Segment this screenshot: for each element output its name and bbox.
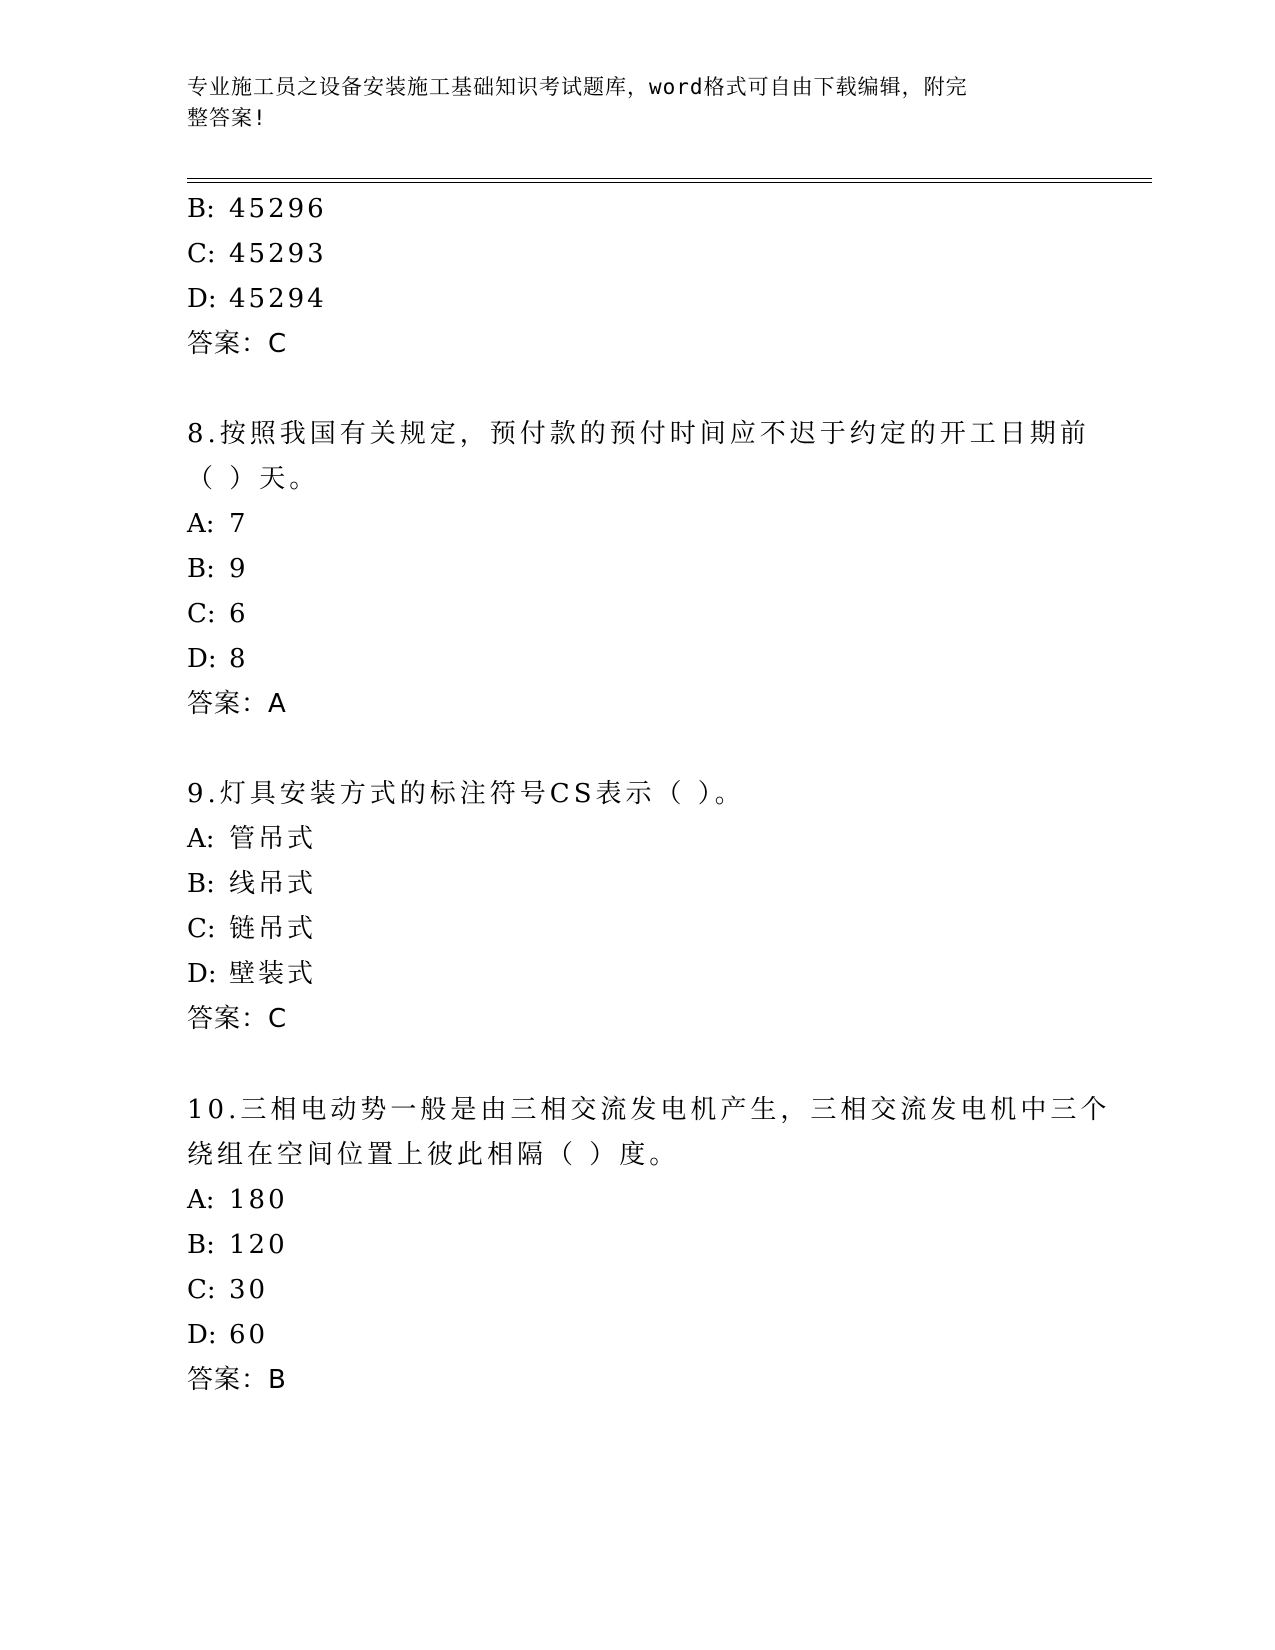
option-value: 45293: [229, 239, 327, 269]
option-value: 管吊式: [229, 824, 317, 854]
q7-answer: 答案：C: [187, 329, 288, 359]
q8-answer: 答案：A: [187, 689, 287, 719]
option-value: 180: [229, 1185, 288, 1215]
q10-text-line-2: 绕组在空间位置上彼此相隔（ ）度。: [187, 1140, 680, 1170]
option-label: C:: [187, 1275, 216, 1305]
option-value: 壁装式: [229, 959, 317, 989]
q8-text-line-1: 8.按照我国有关规定，预付款的预付时间应不迟于约定的开工日期前: [187, 419, 1090, 449]
q7-option-c: [187, 237, 327, 271]
option-label: B:: [187, 1230, 215, 1260]
option-label: D:: [187, 959, 217, 989]
option-value: 45296: [229, 194, 327, 224]
option-label: A:: [187, 1185, 215, 1215]
option-label: D:: [187, 284, 217, 314]
option-value: 8: [229, 644, 249, 674]
q9-option-a: [187, 822, 316, 856]
q7-option-d: [187, 282, 327, 316]
q10-option-d: [187, 1318, 268, 1352]
option-value: 9: [229, 554, 249, 584]
q8-text-line-2: （ ）天。: [187, 464, 320, 494]
q8-option-c: [187, 597, 249, 631]
option-label: A:: [187, 824, 215, 854]
option-label: D:: [187, 644, 217, 674]
option-value: 45294: [229, 284, 327, 314]
q8-option-b: [187, 552, 249, 586]
q10-option-a: [187, 1183, 288, 1217]
option-label: B:: [187, 869, 215, 899]
option-value: 7: [229, 509, 249, 539]
q8-option-a: [187, 507, 249, 541]
q8-option-d: [187, 642, 249, 676]
page-header: [187, 72, 1067, 134]
q10-option-c: [187, 1273, 268, 1307]
option-label: C:: [187, 914, 216, 944]
header-divider-top: [187, 178, 1152, 179]
q9-answer: 答案：C: [187, 1004, 288, 1034]
option-label: C:: [187, 599, 216, 629]
option-value: 60: [229, 1320, 269, 1350]
q10-text-line-1: 10.三相电动势一般是由三相交流发电机产生，三相交流发电机中三个: [187, 1095, 1111, 1125]
option-label: A:: [187, 509, 215, 539]
q10-option-b: [187, 1228, 288, 1262]
option-value: 120: [229, 1230, 288, 1260]
option-value: 30: [229, 1275, 269, 1305]
option-label: B:: [187, 554, 215, 584]
q9-option-b: [187, 867, 316, 901]
q9-option-d: [187, 957, 316, 991]
option-label: B:: [187, 194, 215, 224]
option-value: 线吊式: [229, 869, 317, 899]
option-label: D:: [187, 1320, 217, 1350]
q10-answer: 答案：B: [187, 1365, 287, 1395]
option-label: C:: [187, 239, 216, 269]
q9-text-line-1: 9.灯具安装方式的标注符号CS表示（ ）。: [187, 779, 745, 809]
q9-option-c: [187, 912, 316, 946]
q7-option-b: [187, 192, 327, 226]
header-divider-bottom: [187, 182, 1152, 183]
header-line-2: 整答案!: [187, 106, 267, 130]
header-line-1: 专业施工员之设备安装施工基础知识考试题库，word格式可自由下载编辑，附完: [187, 75, 968, 99]
option-value: 链吊式: [229, 914, 317, 944]
option-value: 6: [229, 599, 249, 629]
